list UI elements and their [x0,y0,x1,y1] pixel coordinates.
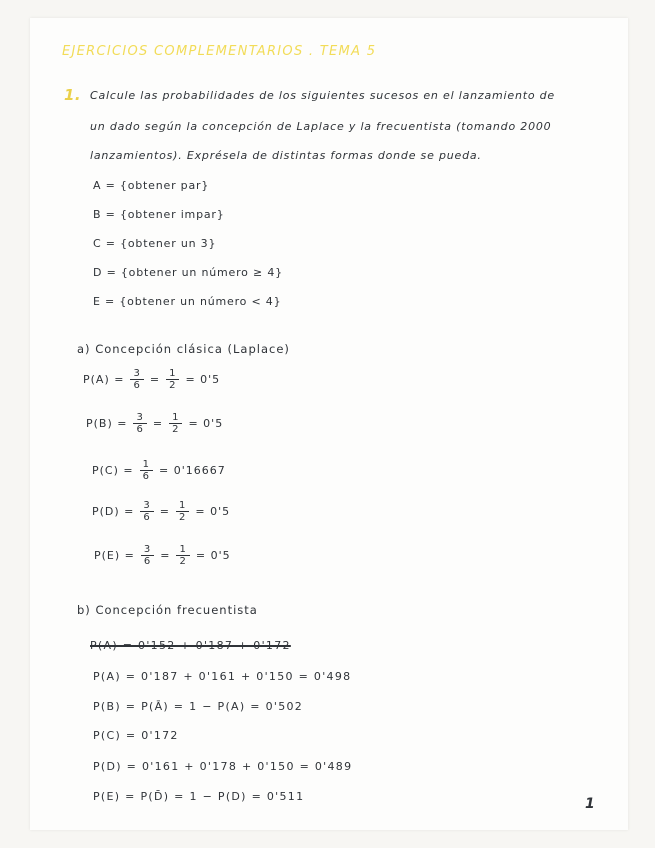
exercise-line-1: Calcule las probabilidades de los siguientes sucesos en el lanzamiento de [90,89,556,102]
section-a-heading: a) Concepción clásica (Laplace) [77,342,290,356]
prob-label: P(E) = [94,549,135,562]
freq-line-a: P(A) = 0'187 + 0'161 + 0'150 = 0'498 [93,670,352,683]
fraction [166,368,179,391]
event-a: A = {obtener par} [93,179,210,192]
freq-line-c: P(C) = 0'172 [93,729,179,742]
fraction [176,544,189,567]
laplace-row-d [92,500,230,523]
laplace-row-b [86,412,223,435]
equals-sign: = [152,417,164,430]
page-title: EJERCICIOS COMPLEMENTARIOS . TEMA 5 [62,44,377,59]
denominator: 6 [143,556,152,567]
freq-line-b: P(B) = P(Ā) = 1 − P(A) = 0'502 [93,700,304,713]
fraction [133,412,146,435]
fraction [169,412,182,435]
prob-label: P(C) = [92,464,134,477]
prob-label: P(A) = [83,373,125,386]
struck-out-line: P(A) = 0'152 + 0'187 + 0'172 [90,639,291,652]
numerator: 3 [140,500,153,512]
numerator: 3 [133,412,146,424]
denominator: 2 [172,424,180,435]
freq-line-e: P(E) = P(D̄) = 1 − P(D) = 0'511 [93,790,305,803]
numerator: 1 [176,544,189,556]
section-b-heading: b) Concepción frecuentista [77,603,258,617]
denominator: 6 [133,380,141,391]
numerator: 3 [141,544,154,556]
numerator: 1 [140,459,153,471]
laplace-row-c [92,459,226,482]
denominator: 6 [143,512,151,523]
laplace-row-e [94,544,231,567]
result: = 0'5 [185,373,221,386]
numerator: 3 [130,368,143,380]
denominator: 6 [142,471,150,482]
event-d: D = {obtener un número ≥ 4} [93,266,283,279]
prob-label: P(D) = [92,505,135,518]
denominator: 2 [169,380,177,391]
result: = 0'5 [195,549,231,562]
fraction [141,544,154,567]
equals-sign: = [159,505,170,518]
exercise-number: 1. [64,86,81,104]
equals-sign: = [160,549,171,562]
denominator: 6 [136,424,144,435]
event-e: E = {obtener un número < 4} [93,295,282,308]
numerator: 1 [176,500,189,512]
page-number: 1 [585,796,595,812]
freq-line-d: P(D) = 0'161 + 0'178 + 0'150 = 0'489 [93,760,353,773]
prob-label: P(B) = [86,417,128,430]
event-c: C = {obtener un 3} [93,237,217,250]
result: = 0'5 [188,417,224,430]
denominator: 2 [179,556,187,567]
fraction [176,500,189,523]
exercise-line-3: lanzamientos). Exprésela de distintas formas donde se pueda. [90,149,482,162]
denominator: 2 [179,512,187,523]
exercise-line-2: un dado según la concepción de Laplace y la frecuentista (tomando 2000 [90,120,552,133]
result: = 0'16667 [159,464,226,477]
result: = 0'5 [195,505,231,518]
event-b: B = {obtener impar} [93,208,225,221]
numerator: 1 [169,412,182,424]
numerator: 1 [166,368,179,380]
fraction [140,459,153,482]
fraction [130,368,143,391]
equals-sign: = [149,373,161,386]
fraction [140,500,153,523]
laplace-row-a [83,368,220,391]
